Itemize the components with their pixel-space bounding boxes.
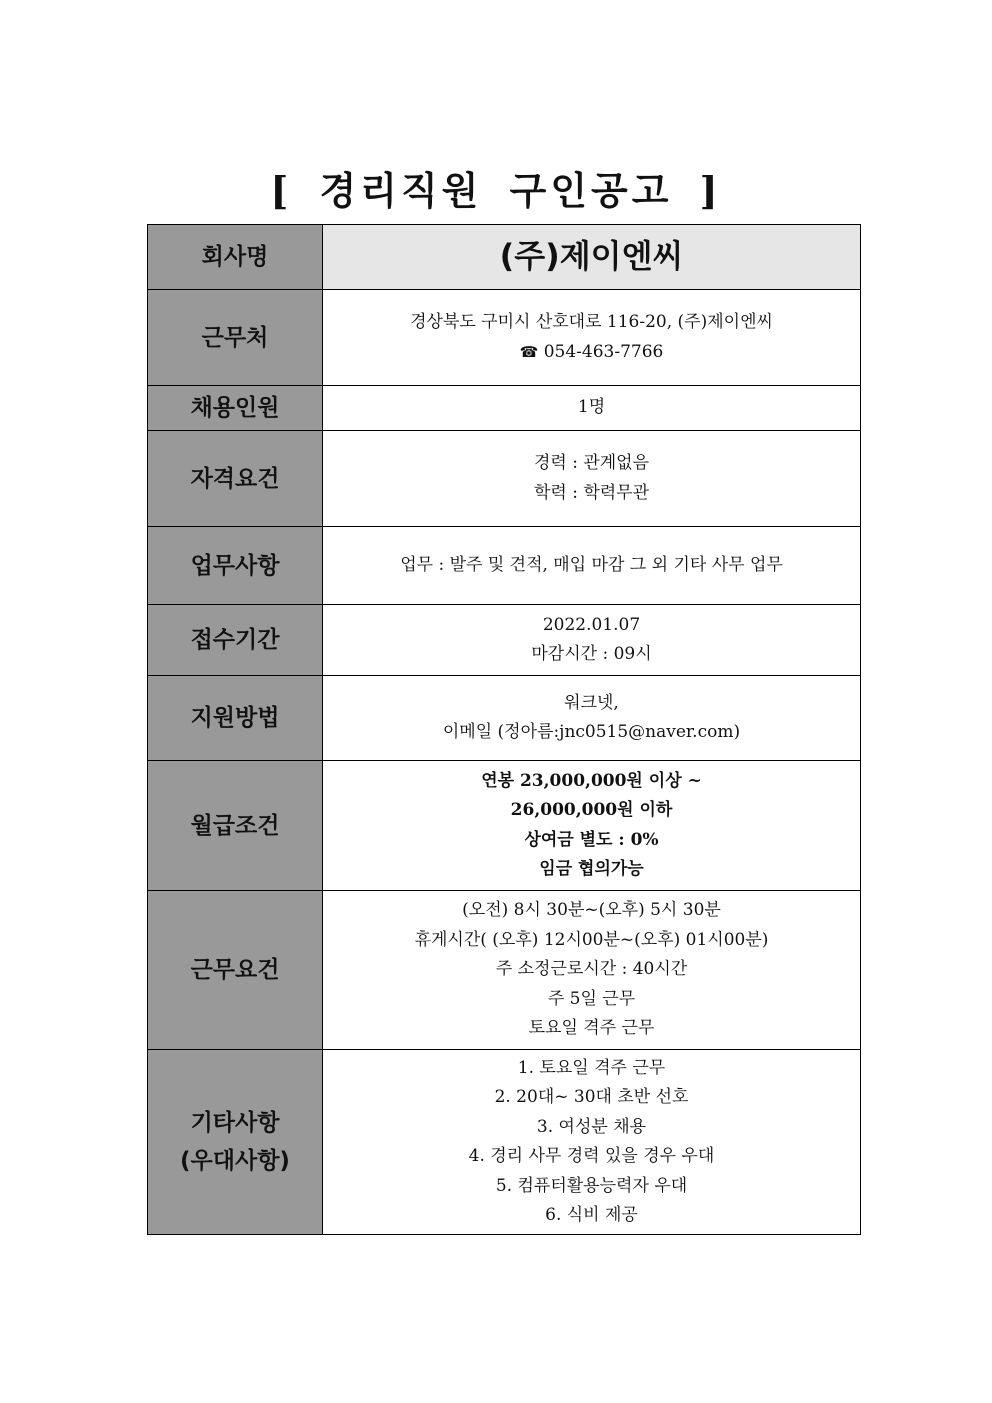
qualification-line: 학력 : 학력무관 (533, 482, 650, 503)
salary-line: 상여금 별도 : 0% (524, 829, 659, 850)
other-line: 2. 20대~ 30대 초반 선호 (494, 1087, 689, 1107)
page-title: [ 경리직원 구인공고 ] (270, 168, 722, 213)
condition-line: 휴게시간( (오후) 12시00분~(오후) 01시00분) (414, 929, 769, 950)
row-headcount (148, 386, 861, 431)
row-duties (148, 527, 861, 605)
qualification-line: 경력 : 관계없음 (533, 453, 650, 473)
other-line: 6. 식비 제공 (545, 1205, 638, 1225)
other-value (323, 1050, 861, 1235)
qualifications-value (323, 431, 861, 527)
phone-icon: ☎ (519, 342, 539, 361)
row-period (148, 605, 861, 676)
row-other (148, 1050, 861, 1235)
label-other-line1: 기타사항 (190, 1110, 280, 1136)
other-line: 3. 여성분 채용 (536, 1116, 647, 1137)
conditions-value (323, 891, 861, 1050)
label-other-line2: (우대사항) (180, 1148, 290, 1174)
period-value (323, 605, 861, 676)
label-headcount: 채용인원 (148, 386, 323, 431)
workplace-value (323, 290, 861, 386)
apply-line: 워크넷, (564, 692, 619, 713)
condition-line: 주 5일 근무 (547, 988, 636, 1009)
other-line: 4. 경리 사무 경력 있을 경우 우대 (468, 1146, 715, 1166)
row-conditions (148, 891, 861, 1050)
workplace-phone: 054-463-7766 (543, 341, 664, 362)
job-posting-table (147, 224, 861, 1235)
row-company (148, 225, 861, 290)
label-duties: 업무사항 (148, 527, 323, 605)
salary-line: 임금 협의가능 (539, 859, 644, 879)
row-workplace (148, 290, 861, 386)
label-apply: 지원방법 (148, 676, 323, 761)
label-salary: 월급조건 (148, 761, 323, 891)
label-company: 회사명 (148, 225, 323, 290)
label-other (148, 1050, 323, 1235)
label-period: 접수기간 (148, 605, 323, 676)
workplace-phone-line (323, 338, 860, 368)
row-apply (148, 676, 861, 761)
headcount-value: 1명 (323, 386, 861, 431)
row-qualifications (148, 431, 861, 527)
salary-line: 26,000,000원 이하 (510, 800, 673, 820)
duties-value: 업무 : 발주 및 견적, 매입 마감 그 외 기타 사무 업무 (323, 527, 861, 605)
salary-line: 연봉 23,000,000원 이상 ~ (481, 770, 702, 791)
other-line: 1. 토요일 격주 근무 (517, 1057, 666, 1078)
label-qualifications: 자격요건 (148, 431, 323, 527)
company-name: (주)제이엔씨 (323, 225, 861, 290)
period-date: 2022.01.07 (542, 614, 641, 635)
period-deadline: 마감시간 : 09시 (531, 644, 652, 664)
workplace-address: 경상북도 구미시 산호대로 116-20, (주)제이엔씨 (410, 312, 773, 332)
row-salary (148, 761, 861, 891)
apply-email: 이메일 (정아름:jnc0515@naver.com) (442, 722, 741, 742)
other-line: 5. 컴퓨터활용능력자 우대 (495, 1175, 688, 1196)
condition-line: 주 소정근로시간 : 40시간 (495, 959, 688, 980)
label-conditions: 근무요건 (148, 891, 323, 1050)
apply-value (323, 676, 861, 761)
condition-line: 토요일 격주 근무 (528, 1018, 655, 1039)
label-workplace: 근무처 (148, 290, 323, 386)
salary-value (323, 761, 861, 891)
condition-line: (오전) 8시 30분~(오후) 5시 30분 (462, 900, 721, 921)
